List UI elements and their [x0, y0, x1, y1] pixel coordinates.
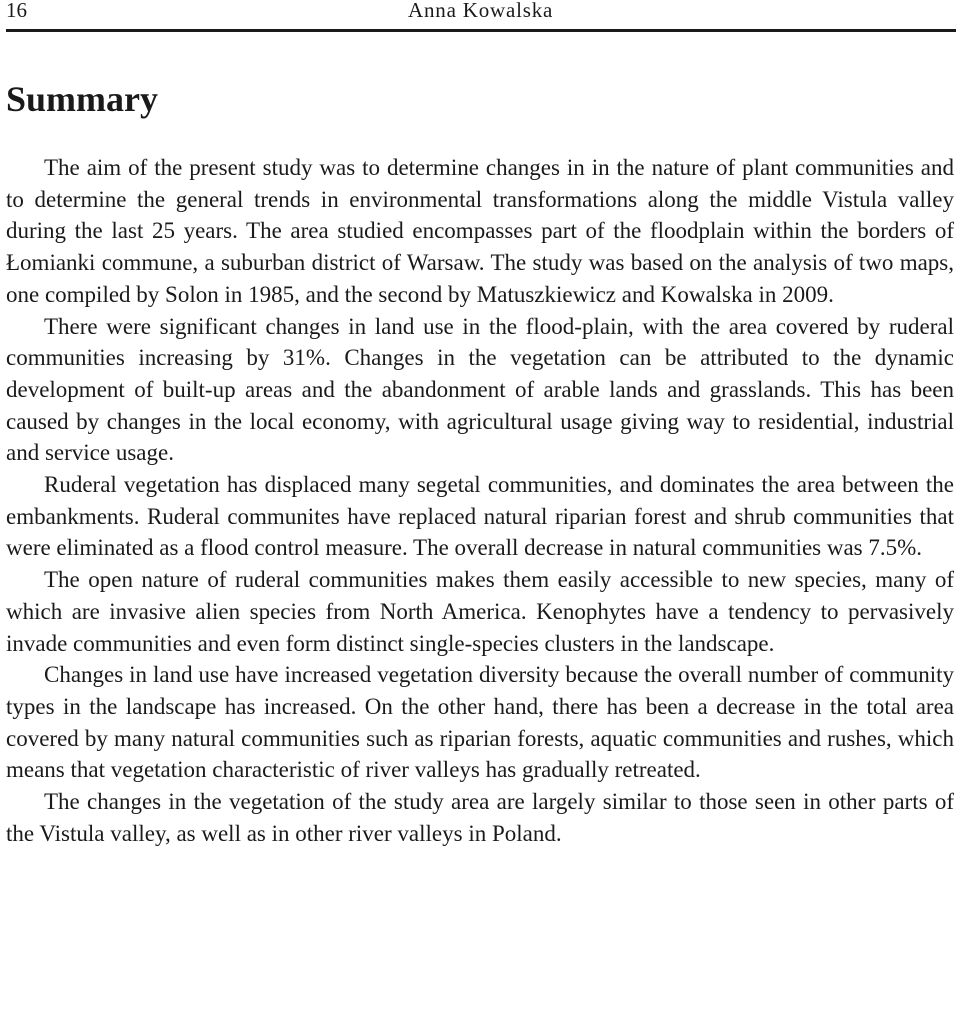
section-title: Summary [6, 79, 158, 119]
paragraph: The changes in the vegetation of the study area are largely similar to those seen in other parts of the Vistula valley, as well as in other river valleys in Poland. [6, 789, 954, 846]
paragraph: Ruderal vegetation has displaced many segetal communities, and dominates the area between the embankments. Ruderal communites have replaced natural riparian forest and shrub communities that were eliminated as a flood control measure. The overall decrease in natural communities was 7.5%. [6, 472, 954, 561]
paragraph: The open nature of ruderal communities makes them easily accessible to new species, many of which are invasive alien species from North America. Kenophytes have a tendency to pervasively invade communities and even form distinct single-species clusters in the landscape. [6, 567, 954, 656]
running-head-author: Anna Kowalska [408, 0, 554, 22]
paragraph: Changes in land use have increased vegetation diversity because the overall number of community types in the landscape has increased. On the other hand, there has been a decrease in the total area covered by many natural communities such as riparian forests, aquatic communities and rushes, which means that vegetation characteristic of river valleys has gradually retreated. [6, 662, 954, 783]
paragraph: The aim of the present study was to determine changes in in the nature of plant communities and to determine the general trends in environmental transformations along the middle Vistula valley during the last 25 years. The area studied encompasses part of the floodplain within the borders of Łomianki commune, a suburban district of Warsaw. The study was based on the analysis of two maps, one compiled by Solon in 1985, and the second by Matuszkiewicz and Kowalska in 2009. [6, 155, 954, 307]
paragraph: There were significant changes in land use in the flood-plain, with the area covered by ruderal communities increasing by 31%. Changes in the vegetation can be attributed to the dynamic development of built-up areas and the abandonment of arable lands and grasslands. This has been caused by changes in the local economy, with agricultural usage giving way to residential, industrial and service usage. [6, 313, 954, 466]
page-header [6, 0, 956, 32]
summary-body [6, 152, 954, 849]
page-number: 16 [6, 0, 27, 22]
